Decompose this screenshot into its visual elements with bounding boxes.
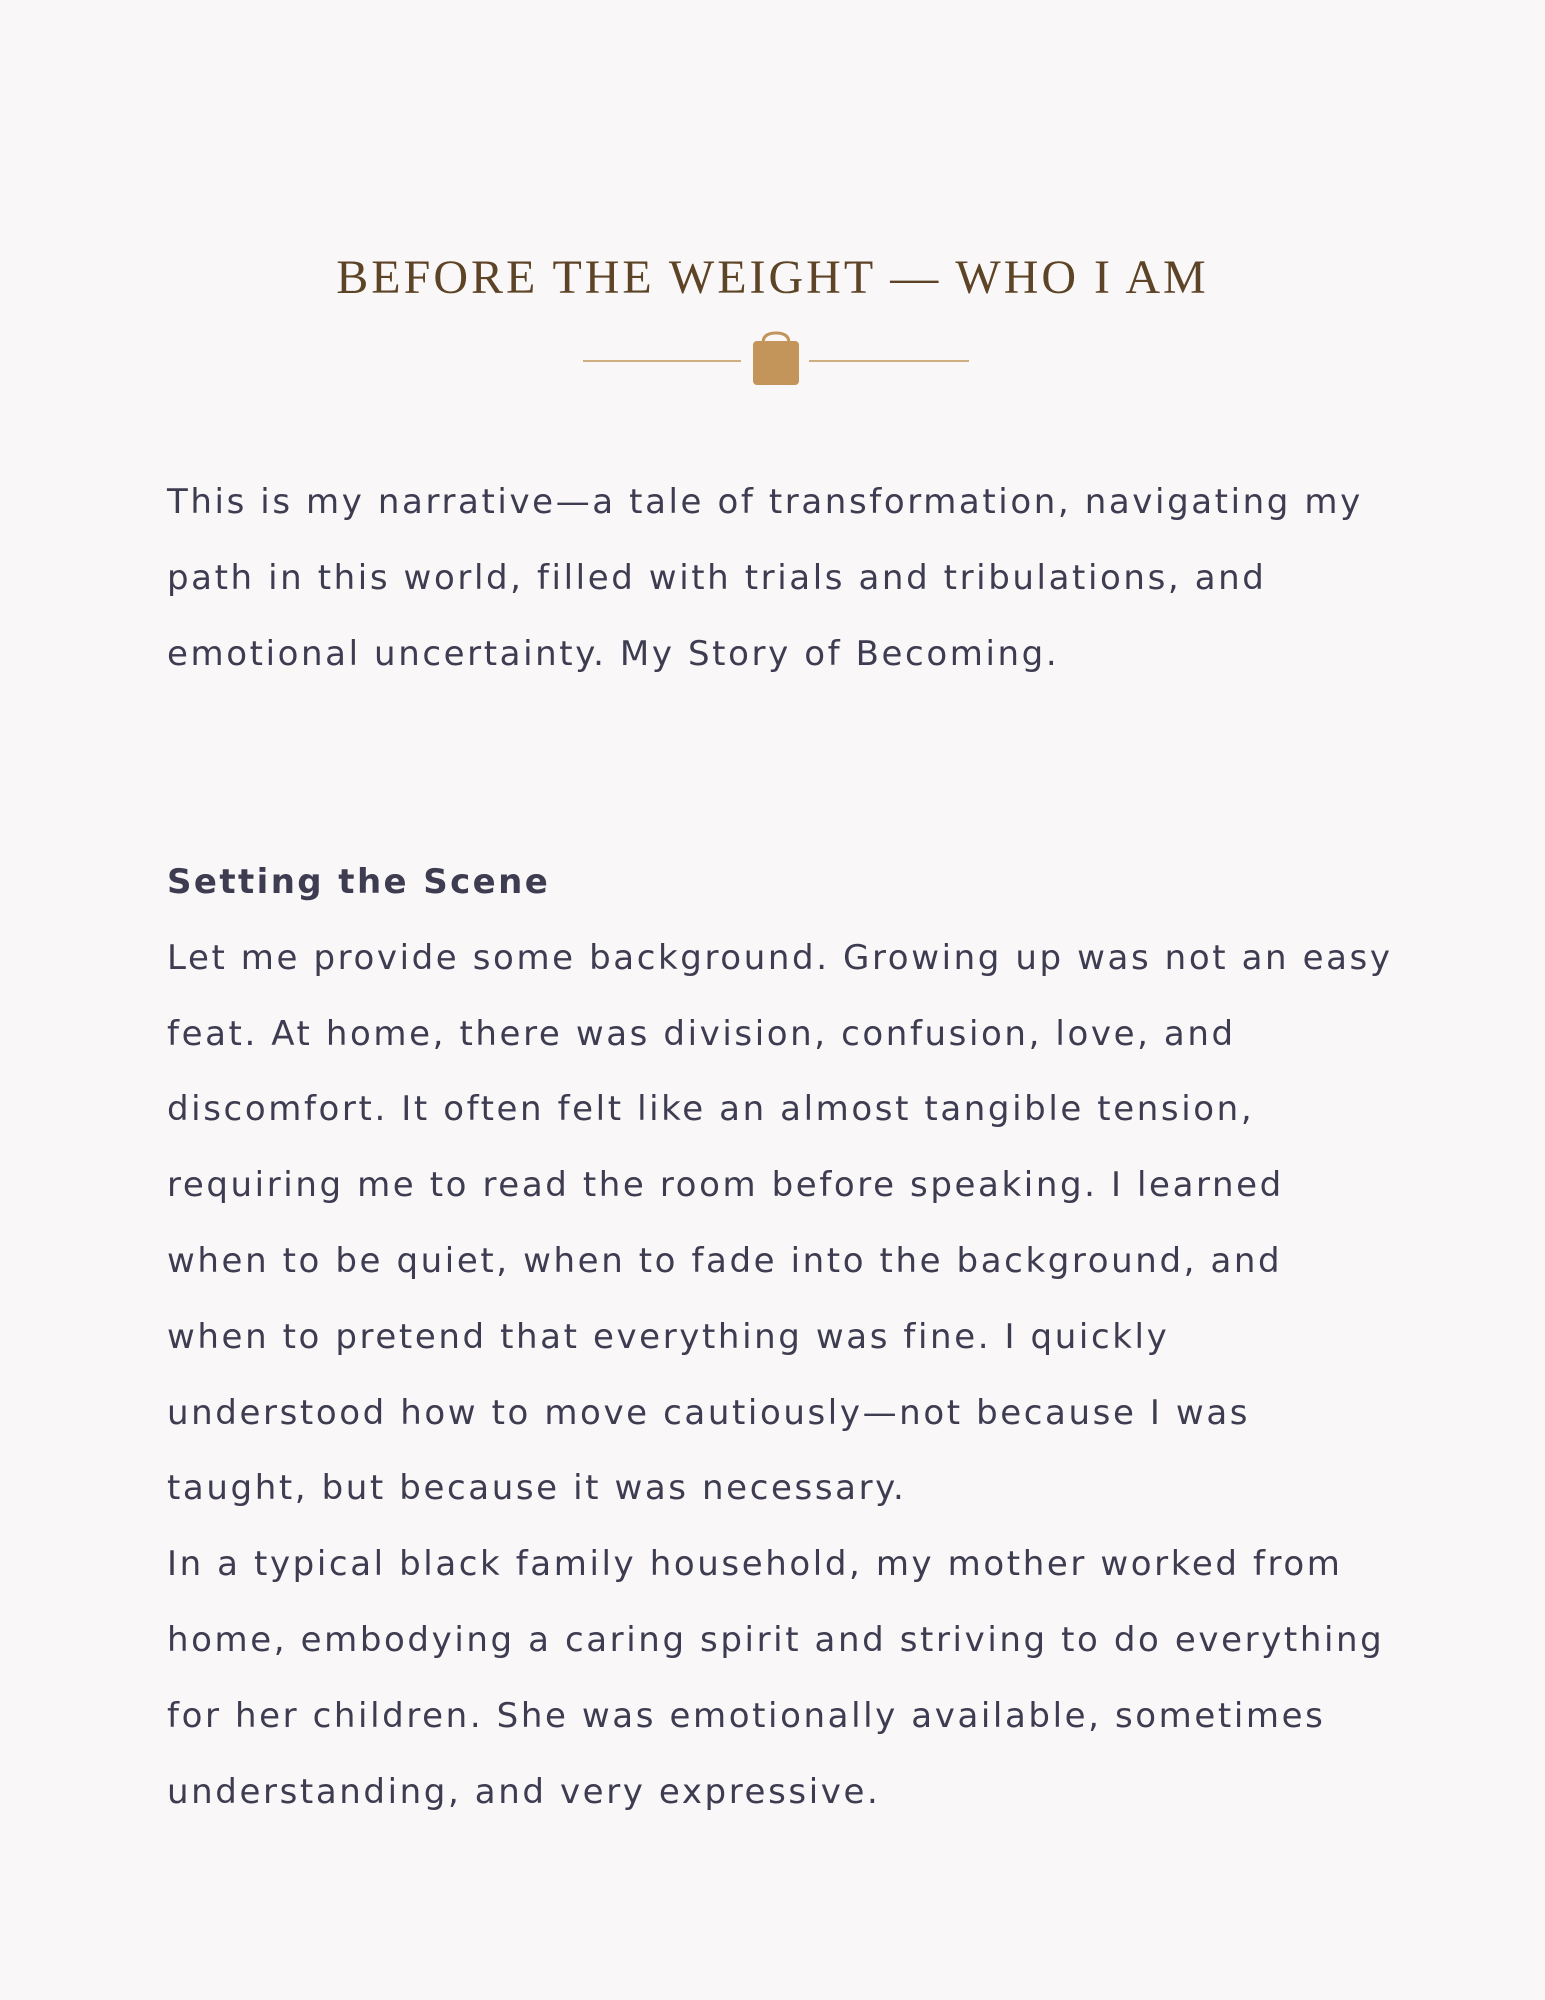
section-heading: Setting the Scene <box>167 862 551 902</box>
body-paragraph: Let me provide some background. Growing up was not an easy feat. At home, there was division, confusion, love, and discomfort. It often felt like an almost tangible tension, requiring me to read the room before speaking. I learned when to be quiet, when to fade into the background, and when to pretend that everything was fine. I quickly understood how to move cautiously—not because I was taught, but because it was necessary. <box>167 937 1393 1509</box>
section-setting-the-scene <box>167 845 1397 1830</box>
shopping-bag-icon <box>753 333 799 385</box>
chapter-title: BEFORE THE WEIGHT — WHO I AM <box>336 251 1209 304</box>
body-paragraph: In a typical black family household, my mother worked from home, embodying a caring spirit and striving to do everything for her children. She was emotionally available, sometimes understanding, and very expressive. <box>167 1544 1385 1812</box>
intro-paragraph: This is my narrative—a tale of transformation, navigating my path in this world, filled with trials and tribulations, and emotional uncertainty. My Story of Becoming. <box>167 482 1363 674</box>
title-ornament <box>583 330 969 386</box>
